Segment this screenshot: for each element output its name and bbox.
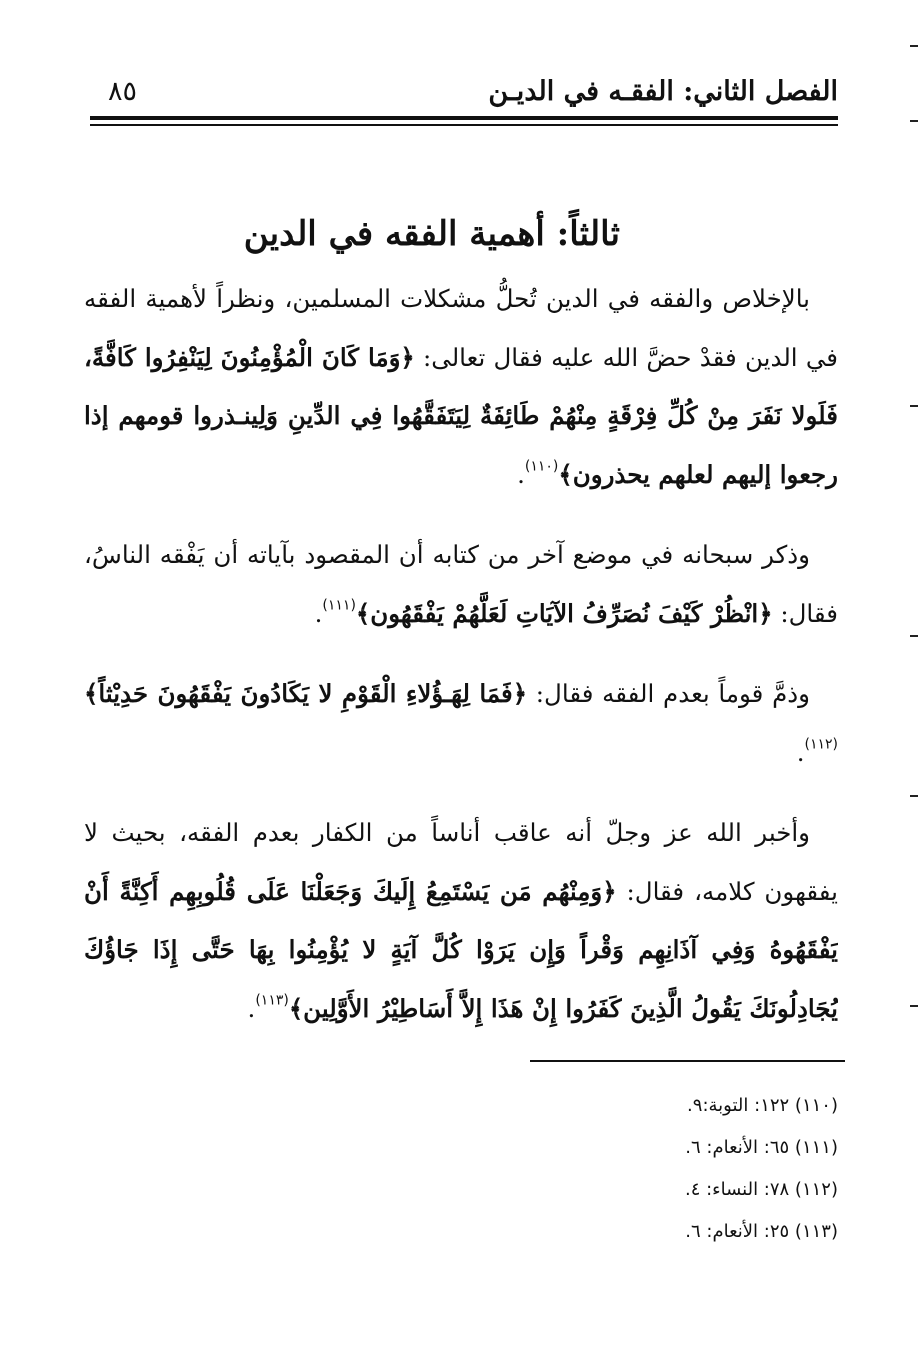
footnote-ref[interactable]: (١١٠) — [524, 457, 559, 474]
paragraph — [84, 270, 838, 504]
paragraph-end: . — [314, 598, 323, 628]
footnote-ref[interactable]: (١١٢) — [804, 735, 838, 752]
edge-tick-mark — [910, 1005, 918, 1007]
quran-verse: ﴿فَمَا لِهَـؤُلاءِ الْقَوْمِ لا يَكَادُونَ يَفْقَهُونَ حَدِيْثاً﴾ — [84, 679, 528, 708]
edge-tick-mark — [910, 120, 918, 122]
paragraph-text: وذكر سبحانه في موضع آخر من كتابه أن المقصود بآياته أن يَفْقه الناسُ، فقال: — [84, 540, 838, 628]
paragraph-text: بالإخلاص والفقه في الدين تُحلُّ مشكلات المسلمين، ونظراً لأهمية الفقه في الدين فقدْ حضَّ الله عليه فقال تعالى: — [84, 284, 838, 372]
footnotes — [400, 1085, 838, 1253]
body-text — [84, 270, 838, 1030]
footnote-item: (١١١) ٦٥: الأنعام: ٦. — [685, 1137, 838, 1158]
footnote-item: (١١٣) ٢٥: الأنعام: ٦. — [685, 1221, 838, 1242]
paragraph-text: وأخبر الله عز وجلّ أنه عاقب أناساً من الكفار بعدم الفقه، بحيث لا يفقهون كلامه، فقال: — [84, 818, 838, 906]
quran-verse: ﴿وَمِنْهُم مَن يَسْتَمِعُ إِلَيكَ وَجَعَلْنَا عَلَى قُلُوبِهِم أَكِنَّةً أَنْ يَفْقَهُوهُ وَفِي آذَانِهِم وَقْراً وَإِن يَرَوْا كُلَّ آيَةٍ لا يُؤْمِنُوا بِهَا حَتَّى إِذَا جَاؤُكَ يُجَادِلُونَكَ يَقُولُ الَّذِينَ كَفَرُوا إِنْ هَذَا إِلاَّ أَسَاطِيْرُ الأَوَّلِين﴾ — [84, 876, 838, 1023]
page-header — [90, 72, 838, 112]
chapter-title: الفصل الثاني: الفقـه في الديـن — [488, 76, 838, 107]
footnote-ref[interactable]: (١١٣) — [255, 991, 289, 1008]
header-rule-thick — [90, 116, 838, 120]
footnote-ref[interactable]: (١١١) — [322, 596, 356, 613]
footnote-item: (١١٢) ٧٨: النساء: ٤. — [684, 1179, 838, 1200]
page-number: ٨٥ — [108, 76, 138, 107]
footnote-item: (١١٠) ١٢٢: التوبة:٩. — [687, 1095, 838, 1116]
paragraph — [84, 526, 838, 643]
paragraph-end: . — [796, 737, 805, 767]
paragraph-end: . — [247, 993, 256, 1023]
paragraph-text: وذمَّ قوماً بعدم الفقه فقال: — [527, 679, 810, 708]
section-heading: ثالثاً: أهمية الفقه في الدين — [243, 214, 620, 254]
edge-tick-mark — [910, 635, 918, 637]
edge-tick-mark — [910, 45, 918, 47]
edge-tick-mark — [910, 795, 918, 797]
footnote-separator — [530, 1060, 845, 1062]
quran-verse: ﴿انْظُرْ كَيْفَ نُصَرِّفُ الآيَاتِ لَعَلَّهُمْ يَفْقَهُون﴾ — [355, 598, 773, 628]
edge-tick-mark — [910, 405, 918, 407]
paragraph — [84, 665, 838, 782]
quran-verse: ﴿وَمَا كَانَ الْمُؤْمِنُونَ لِيَنْفِرُوا كَافَّةً، فَلَولا نَفَرَ مِنْ كُلِّ فِرْقَةٍ مِنْهُمْ طَائِفَةٌ لِيَتَفَقَّهُوا فِي الدِّينِ وَلِينـذروا قومهم إذا رجعوا إليهم لعلهم يحذرون﴾ — [84, 342, 838, 489]
paragraph — [84, 804, 838, 1030]
header-rule-thin — [90, 124, 838, 126]
paragraph-end: . — [517, 459, 525, 489]
